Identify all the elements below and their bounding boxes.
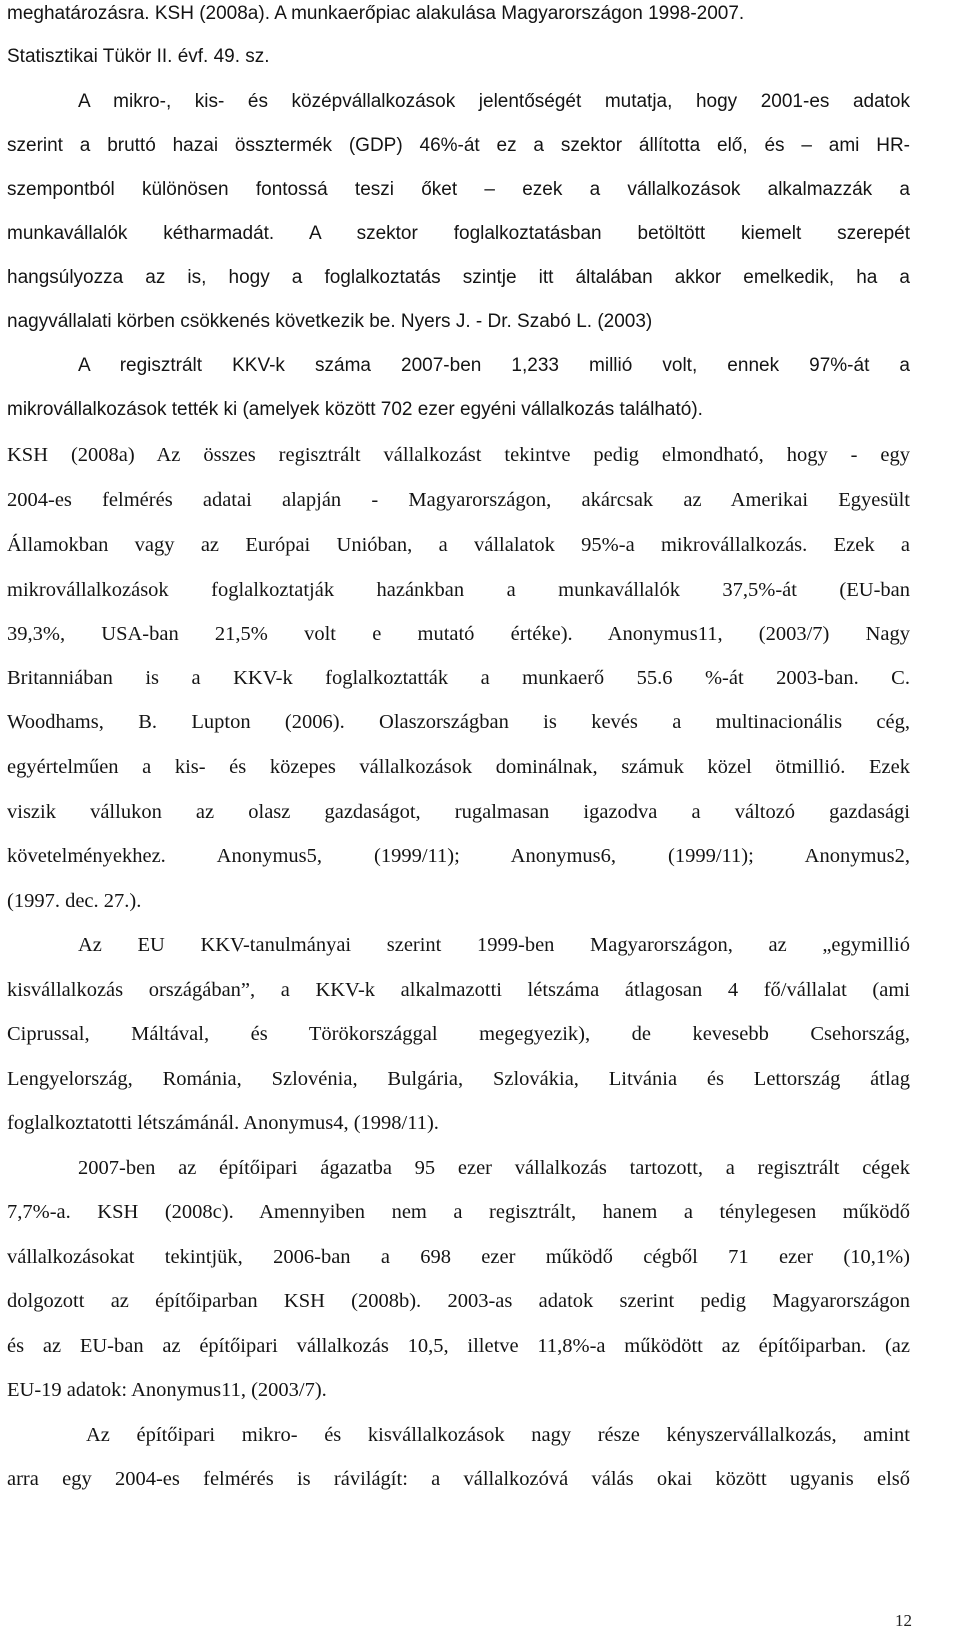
text-line: követelményekhez. Anonymus5, (1999/11); Anonymus6, (1999/11); Anonymus2, [7, 845, 910, 867]
text-line: nagyvállalati körben csökkenés következik be. Nyers J. - Dr. Szabó L. (2003) [7, 311, 653, 332]
text-line: Britanniában is a KKV-k foglalkoztatták a munkaerő 55.6 %-át 2003-ban. C. [7, 667, 910, 689]
text-line: KSH (2008a) Az összes regisztrált vállalkozást tekintve pedig elmondható, hogy - egy [7, 444, 910, 466]
text-line: Statisztikai Tükör II. évf. 49. sz. [7, 46, 270, 67]
text-line: Az építőipari mikro- és kisvállalkozások nagy része kényszervállalkozás, amint [86, 1424, 910, 1446]
text-line: Az EU KKV-tanulmányai szerint 1999-ben Magyarországon, az „egymillió [78, 934, 910, 956]
text-line: 2004-es felmérés adatai alapján - Magyarországon, akárcsak az Amerikai Egyesült [7, 489, 910, 511]
text-line: arra egy 2004-es felmérés is rávilágít: a vállalkozóvá válás okai között ugyanis első [7, 1468, 910, 1490]
text-line: foglalkoztatotti létszámánál. Anonymus4, (1998/11). [7, 1112, 439, 1134]
text-line: meghatározásra. KSH (2008a). A munkaerőpiac alakulása Magyarországon 1998-2007. [7, 3, 745, 24]
text-line: Lengyelország, Románia, Szlovénia, Bulgária, Szlovákia, Litvánia és Lettország átlag [7, 1068, 910, 1090]
text-line: szempontból különösen fontossá teszi őket – ezek a vállalkozások alkalmazzák a [7, 179, 910, 200]
text-line: vállalkozásokat tekintjük, 2006-ban a 698 ezer működő cégből 71 ezer (10,1%) [7, 1246, 910, 1268]
text-line: A regisztrált KKV-k száma 2007-ben 1,233 millió volt, ennek 97%-át a [78, 355, 910, 376]
text-line: dolgozott az építőiparban KSH (2008b). 2003-as adatok szerint pedig Magyarországon [7, 1290, 910, 1312]
text-line: Államokban vagy az Európai Unióban, a vállalatok 95%-a mikrovállalkozás. Ezek a [7, 534, 910, 556]
text-line: 7,7%-a. KSH (2008c). Amennyiben nem a regisztrált, hanem a ténylegesen működő [7, 1201, 910, 1223]
text-line: A mikro-, kis- és középvállalkozások jelentőségét mutatja, hogy 2001-es adatok [78, 91, 910, 112]
page-number: 12 [895, 1611, 912, 1630]
text-line: szerint a bruttó hazai össztermék (GDP) 46%-át ez a szektor állította elő, és – ami HR- [7, 135, 910, 156]
text-line: Woodhams, B. Lupton (2006). Olaszországban is kevés a multinacionális cég, [7, 711, 910, 733]
text-line: Ciprussal, Máltával, és Törökországgal megegyezik), de kevesebb Csehország, [7, 1023, 910, 1045]
text-line: 2007-ben az építőipari ágazatba 95 ezer vállalkozás tartozott, a regisztrált cégek [78, 1157, 910, 1179]
text-line: mikrovállalkozások tették ki (amelyek között 702 ezer egyéni vállalkozás található). [7, 399, 703, 420]
text-line: (1997. dec. 27.). [7, 890, 142, 912]
text-line: hangsúlyozza az is, hogy a foglalkoztatás szintje itt általában akkor emelkedik, ha a [7, 267, 910, 288]
text-line: viszik vállukon az olasz gazdaságot, rugalmasan igazodva a változó gazdasági [7, 801, 910, 823]
text-line: és az EU-ban az építőipari vállalkozás 10,5, illetve 11,8%-a működött az építőiparban. (az [7, 1335, 910, 1357]
text-line: egyértelműen a kis- és közepes vállalkozások dominálnak, számuk közel ötmillió. Ezek [7, 756, 910, 778]
text-line: munkavállalók kétharmadát. A szektor foglalkoztatásban betöltött kiemelt szerepét [7, 223, 910, 244]
text-line: kisvállalkozás országában”, a KKV-k alkalmazotti létszáma átlagosan 4 fő/vállalat (ami [7, 979, 910, 1001]
text-line: EU-19 adatok: Anonymus11, (2003/7). [7, 1379, 327, 1401]
text-line: 39,3%, USA-ban 21,5% volt e mutató értéke). Anonymus11, (2003/7) Nagy [7, 623, 910, 645]
text-line: mikrovállalkozások foglalkoztatják hazánkban a munkavállalók 37,5%-át (EU-ban [7, 579, 910, 601]
